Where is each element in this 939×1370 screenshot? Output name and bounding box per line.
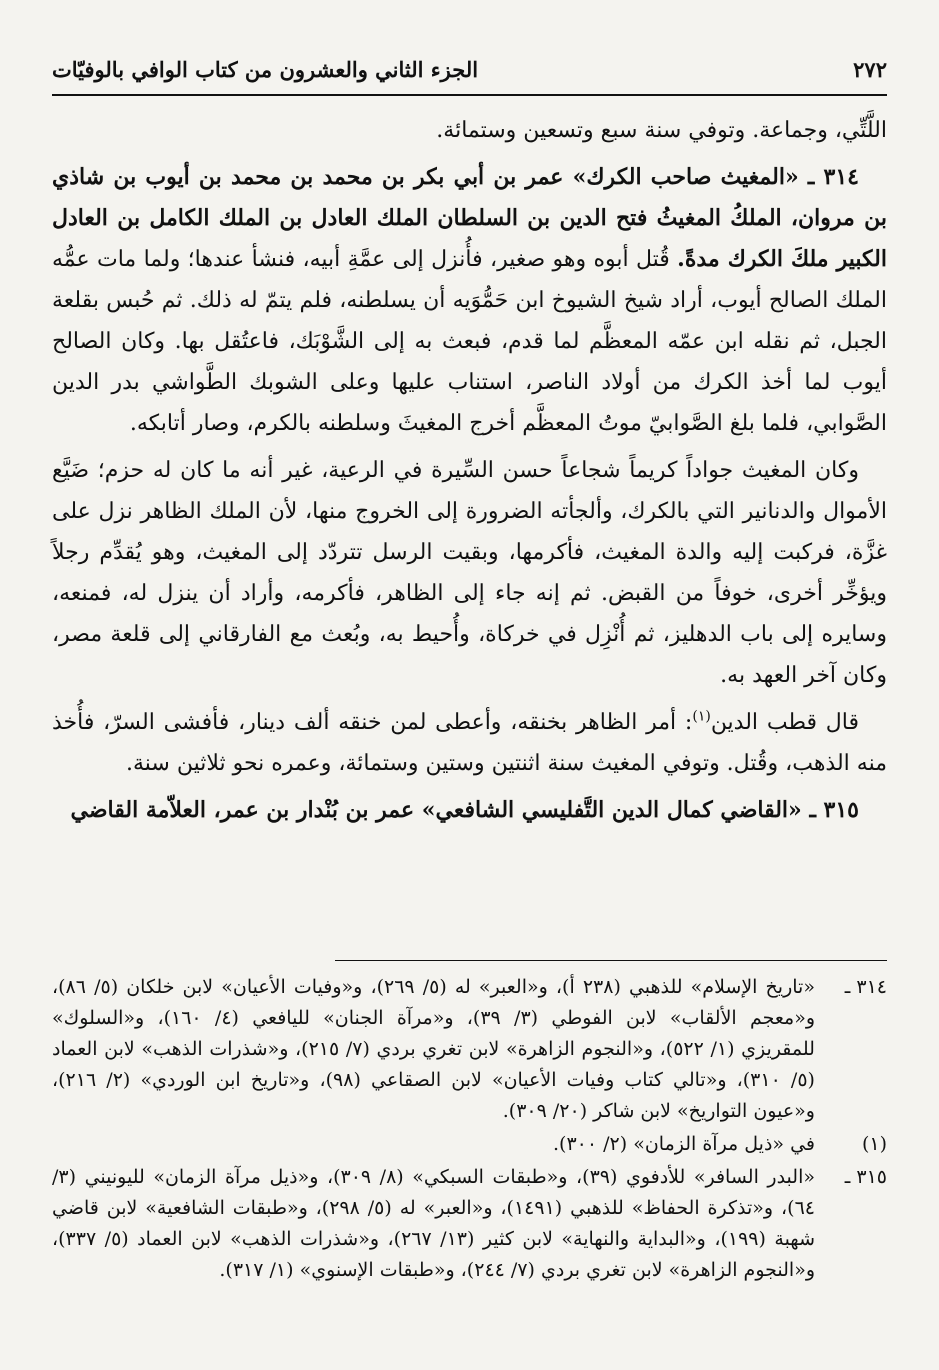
main-text	[52, 110, 887, 837]
paragraph-text: وكان المغيث جواداً كريماً شجاعاً حسن السِّيرة في الرعية، غير أنه ما كان له حزم؛ ضَيَّع الأموال والدنانير التي بالكرك، وألجأته الضرورة إلى الخروج منها، لأن الملك الظاهر نزل على غزَّة، فركبت إليه والدة المغيث، فأكرمها، وبقيت الرسل تتردّد إلى المغيث، وهو يُقدِّم رجلاً ويؤخِّر أخرى، خوفاً من القبض. ثم إنه جاء إلى الظاهر، فأكرمه، وأراد أن ينزل له، فمنعه، وسايره إلى باب الدهليز، ثم أُنْزِل في خركاة، وأُحيط به، وبُعث مع الفارقاني إلى قلعة مصر، وكان آخر العهد به.	[52, 458, 887, 688]
footnote-item	[52, 1162, 887, 1286]
entry-314	[52, 157, 887, 444]
header-divider	[52, 94, 887, 96]
entry-315-heading: ٣١٥ ـ «القاضي كمال الدين التَّفليسي الشافعي» عمر بن بُنْدار بن عمر، العلاّمة القاضي	[70, 797, 859, 823]
running-title: الجزء الثاني والعشرون من كتاب الوافي بالوفيّات	[52, 56, 479, 82]
entry-315	[52, 790, 887, 831]
paragraph-continuation	[52, 110, 887, 151]
footnote-number: ٣١٥ ـ	[844, 1166, 887, 1188]
entry-314-heading: ٣١٤ ـ «المغيث صاحب الكرك» عمر بن أبي بكر بن محمد بن محمد بن أيوب بن شاذي بن مروان، الملكُ المغيثُ فتح الدين بن السلطان الملك العادل بن الملك الكامل بن العادل الكبير ملكَ الكرك مدةً.	[52, 164, 887, 272]
footnotes	[52, 972, 887, 1288]
footnote-ref[interactable]: (١)	[692, 708, 711, 725]
footnote-divider	[335, 960, 887, 961]
footnote-number: ٣١٤ ـ	[844, 976, 887, 998]
footnote-number: (١)	[861, 1133, 887, 1155]
footnote-item	[52, 972, 887, 1127]
paragraph-death	[52, 702, 887, 784]
paragraph-text: اللَّتِّي، وجماعة. وتوفي سنة سبع وتسعين وستمائة.	[436, 118, 887, 143]
paragraph-text: : أمر الظاهر بخنقه، وأعطى لمن خنقه ألف دينار، فأفشى السرّ، فأُخذ منه الذهب، وقُتل. وتوفي المغيث سنة اثنتين وستين وستمائة، وعمره نحو ثلاثين سنة.	[52, 710, 887, 776]
paragraph-text: قال قطب الدين	[710, 710, 859, 735]
entry-314-text: قُتل أبوه وهو صغير، فأُنزل إلى عمَّةِ أبيه، فنشأ عندها؛ ولما مات عمُّه الملك الصالح أيوب، أراد شيخ الشيوخ ابن حَمُّوَيه أن يسلطنه، فلم يتمّ له ذلك. ثم حُبس بقلعة الجبل، ثم نقله ابن عمّه المعظَّم لما قدم، فبعث به إلى الشَّوْبَك، فاعتُقل بها. وكان الصالح أيوب لما أخذ الكرك من أولاد الناصر، استناب عليها وعلى الشوبك الطَّواشي بدر الدين الصَّوابي، فلما بلغ الصَّوابيّ موتُ المعظَّم أخرج المغيثَ وسلطنه بالكرم، وصار أتابكه.	[52, 247, 887, 436]
page-header	[52, 52, 887, 86]
footnote-text: «البدر السافر» للأدفوي (٣٩)، و«طبقات السبكي» (٨/ ٣٠٩)، و«ذيل مرآة الزمان» لليونيني (٣/ ٦٤)، و«تذكرة الحفاظ» للذهبي (١٤٩١)، و«العبر» له (٥/ ٢٩٨)، و«طبقات الشافعية» لابن قاضي شهبة (١٩٩)، و«البداية والنهاية» لابن كثير (١٣/ ٢٦٧)، و«شذرات الذهب» لابن العماد (٥/ ٣٣٧)، و«النجوم الزاهرة» لابن تغري بردي (٧/ ٢٤٤)، و«طبقات الإسنوي» (١/ ٣١٧).	[52, 1166, 815, 1281]
footnote-text: في «ذيل مرآة الزمان» (٢/ ٣٠٠).	[553, 1133, 815, 1155]
footnote-item	[52, 1129, 887, 1160]
paragraph-character	[52, 450, 887, 696]
page-number: ٢٧٢	[853, 56, 887, 82]
footnote-text: «تاريخ الإسلام» للذهبي (٢٣٨ أ)، و«العبر» له (٥/ ٢٦٩)، و«وفيات الأعيان» لابن خلكان (٥/ ٨٦)، و«معجم الألقاب» لابن الفوطي (٣/ ٣٩)، و«مرآة الجنان» لليافعي (٤/ ١٦٠)، و«السلوك» للمقريزي (١/ ٥٢٢)، و«النجوم الزاهرة» لابن تغري بردي (٧/ ٢١٥)، و«شذرات الذهب» لابن العماد (٥/ ٣١٠)، و«تالي كتاب وفيات الأعيان» لابن الصقاعي (٩٨)، و«تاريخ ابن الوردي» (٢/ ٢١٦)، و«عيون التواريخ» لابن شاكر (٢٠/ ٣٠٩).	[52, 976, 816, 1122]
